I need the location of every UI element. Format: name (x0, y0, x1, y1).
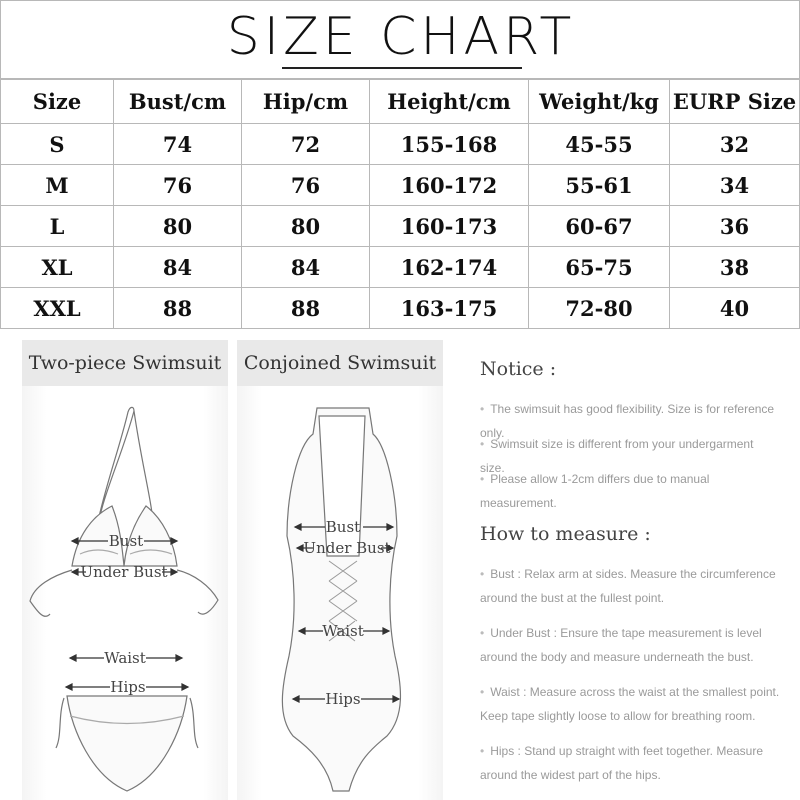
table-row (1, 288, 800, 329)
two-piece-under-bust-label: Under Bust (80, 563, 168, 581)
two-piece-hips-label: Hips (110, 678, 146, 696)
conjoined-heading: Conjoined Swimsuit (237, 340, 443, 386)
conjoined-panel (237, 340, 443, 800)
conjoined-waist-label: Waist (322, 622, 364, 640)
cell-hip: 72 (242, 124, 370, 165)
notice-item: • The swimsuit has good flexibility. Size is for reference only. (480, 402, 775, 440)
header-size: Size (1, 79, 114, 124)
two-piece-bust-label: Bust (108, 532, 144, 550)
cell-height: 162-174 (370, 247, 529, 288)
bullet-icon: • (480, 685, 485, 699)
two-piece-waist-label: Waist (104, 649, 146, 667)
bullet-icon: • (480, 437, 485, 451)
cell-bust: 76 (114, 165, 242, 206)
header-bust: Bust/cm (114, 79, 242, 124)
cell-bust: 88 (114, 288, 242, 329)
how-to-item: • Hips : Stand up straight with feet together. Measure around the widest part of the hips. (480, 744, 764, 782)
header-eurp-size: EURP Size (670, 79, 800, 124)
two-piece-panel (22, 340, 228, 800)
size-table (0, 78, 800, 329)
title-box (0, 0, 800, 80)
cell-weight: 60-67 (529, 206, 670, 247)
bullet-icon: • (480, 567, 485, 581)
cell-height: 160-172 (370, 165, 529, 206)
cell-hip: 88 (242, 288, 370, 329)
cell-bust: 80 (114, 206, 242, 247)
title-underline (282, 67, 522, 69)
cell-hip: 80 (242, 206, 370, 247)
how-to-item: • Bust : Relax arm at sides. Measure the circumference around the bust at the fullest point. (480, 567, 776, 605)
cell-hip: 76 (242, 165, 370, 206)
cell-eurp: 36 (670, 206, 800, 247)
notice-section (462, 340, 800, 800)
table-row (1, 247, 800, 288)
cell-size: S (1, 124, 114, 165)
bullet-icon: • (480, 744, 485, 758)
header-height: Height/cm (370, 79, 529, 124)
cell-height: 155-168 (370, 124, 529, 165)
conjoined-hips-label: Hips (325, 690, 361, 708)
cell-size: M (1, 165, 114, 206)
cell-eurp: 32 (670, 124, 800, 165)
conjoined-under-bust-label: Under Bust (303, 539, 391, 557)
two-piece-illustration (22, 386, 228, 800)
cell-weight: 65-75 (529, 247, 670, 288)
cell-size: XL (1, 247, 114, 288)
header-weight: Weight/kg (529, 79, 670, 124)
cell-weight: 45-55 (529, 124, 670, 165)
how-to-item: • Waist : Measure across the waist at the smallest point. Keep tape slightly loose to allow for breathing room. (480, 685, 780, 723)
cell-size: L (1, 206, 114, 247)
table-row (1, 206, 800, 247)
bullet-icon: • (480, 472, 485, 486)
cell-weight: 72-80 (529, 288, 670, 329)
bullet-icon: • (480, 626, 485, 640)
two-piece-heading: Two-piece Swimsuit (22, 340, 228, 386)
cell-hip: 84 (242, 247, 370, 288)
conjoined-bust-label: Bust (325, 518, 361, 536)
cell-eurp: 40 (670, 288, 800, 329)
notice-item: • Swimsuit size is different from your undergarment size. (480, 437, 754, 475)
notice-heading: Notice : (480, 358, 557, 380)
cell-bust: 74 (114, 124, 242, 165)
cell-eurp: 34 (670, 165, 800, 206)
cell-eurp: 38 (670, 247, 800, 288)
page-title: SIZE CHART (226, 7, 576, 67)
how-to-item: • Under Bust : Ensure the tape measurement is level around the body and measure underneath the bust. (480, 626, 762, 664)
header-hip: Hip/cm (242, 79, 370, 124)
cell-size: XXL (1, 288, 114, 329)
bullet-icon: • (480, 402, 485, 416)
how-to-measure-heading: How to measure : (480, 523, 651, 545)
table-header-row (1, 79, 800, 124)
cell-weight: 55-61 (529, 165, 670, 206)
cell-height: 163-175 (370, 288, 529, 329)
notice-item: • Please allow 1-2cm differs due to manual measurement. (480, 472, 710, 510)
cell-bust: 84 (114, 247, 242, 288)
table-row (1, 165, 800, 206)
conjoined-illustration (237, 386, 443, 800)
cell-height: 160-173 (370, 206, 529, 247)
table-row (1, 124, 800, 165)
